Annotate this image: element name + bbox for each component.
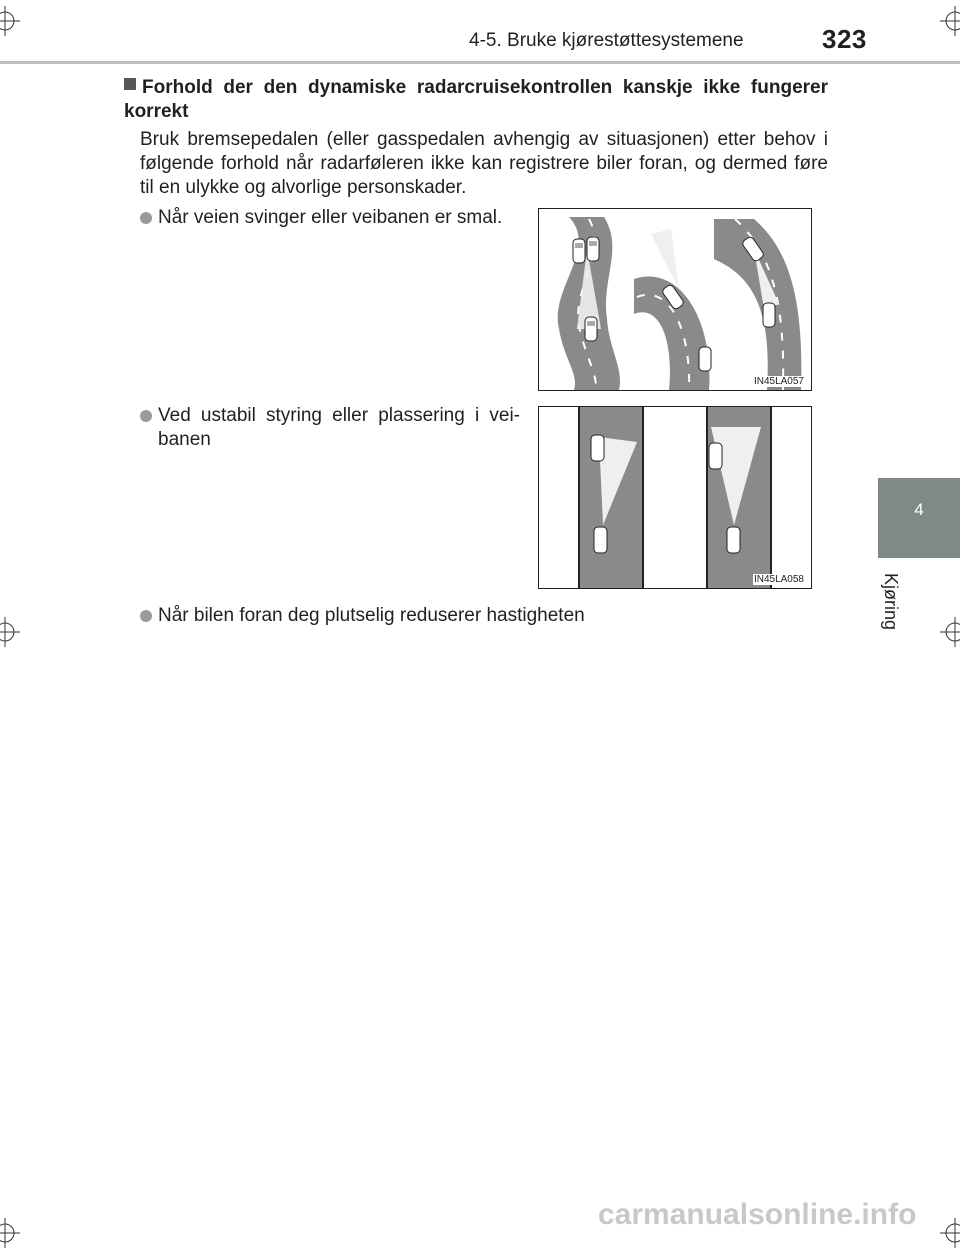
section-heading-text: Forhold der den dynamiske radarcruisekontrollen kanskje ikke fungerer korrekt [124,77,828,122]
curved-roads-illustration [539,209,811,390]
car-icon [727,527,740,553]
bullet-text: Når veien svinger eller veibanen er smal. [158,207,503,228]
bullet-dot-icon [140,410,152,422]
figure-code: IN45LA058 [753,574,804,585]
watermark: carmanualsonline.info [598,1198,917,1231]
figure-straight-roads [538,406,812,589]
car-icon [585,317,597,341]
car-icon [594,527,607,553]
car-icon [587,237,599,261]
registration-mark-icon [0,617,20,647]
figure-curved-roads [538,208,812,391]
straight-roads-illustration [539,407,811,588]
section-heading [124,76,828,124]
header-divider [0,61,960,64]
bullet-item [140,604,828,628]
bullet-item [140,404,520,452]
car-icon [591,435,604,461]
bullet-text: Ved ustabil styring eller plassering i vei-banen [158,405,520,450]
registration-mark-icon [940,617,960,647]
bullet-dot-icon [140,212,152,224]
car-icon [699,347,711,371]
registration-mark-icon [0,6,20,36]
bullet-item [140,206,520,230]
page-number: 323 [822,24,867,54]
section-title: 4-5. Bruke kjørestøttesystemene [469,30,744,51]
registration-mark-icon [940,6,960,36]
car-icon [573,239,585,263]
car-icon [763,303,775,327]
intro-paragraph: Bruk bremsepedalen (eller gasspedalen avhengig av situasjonen) etter behov i følgende forhold når radarføleren ikke kan registrere biler foran, og dermed føre til en ulykke og alvorlige personskader. [140,129,828,198]
chapter-tab-label: Kjøring [881,573,901,631]
bullet-text: Når bilen foran deg plutselig reduserer hastigheten [158,605,585,626]
figure-code: IN45LA057 [753,376,804,387]
car-icon [709,443,722,469]
chapter-tab-number: 4 [914,500,924,519]
bullet-dot-icon [140,610,152,622]
